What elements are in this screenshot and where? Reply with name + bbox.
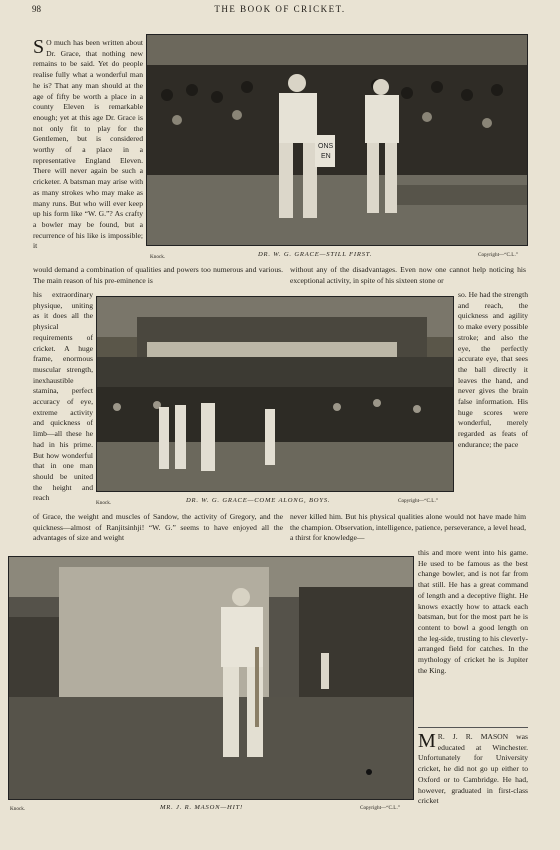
article-column-right-1: so. He had the strength and reach, the quickness and agility to make every possible stroke; and also the eye, the perfectly accurate eye, that sees the ball directly it leaves the hand, and never gives the brain false information. His huge scores were wonderful, merely regarded as feats of endurance; the pace — [458, 290, 528, 449]
article-right-wide-2: never killed him. But his physical qualities alone would not have made him the champion. Observation, intelligence, patience, perseverance, a level head, a thirst for knowledge— — [290, 512, 526, 543]
mason-paragraph — [418, 732, 528, 822]
running-title: THE BOOK OF CRICKET. — [214, 4, 346, 14]
article-right-wide-1: without any of the disadvantages. Even now one cannot help noticing his exceptional activity, in spite of his sixteen stone or — [290, 265, 526, 285]
article-wide-1: would demand a combination of qualities and powers too numerous and various. The main reason of his pre-eminence is — [33, 265, 283, 285]
mason-drop-cap: M — [418, 732, 436, 752]
article-column-right-2: this and more went into his game. He used to be famous as the best change bowler, and is not far from that still. He has a great command of length and a deceptive flight. He knows exactly how to attack each batsman, but for the most part he is content to bowl a good length on the leg-side, trusting to his cleverly-arranged field for catches. In the mythology of cricket he is Jupiter the King. — [418, 548, 528, 675]
page-number: 98 — [32, 4, 41, 14]
article-text: O much has been written about Dr. Grace, that nothing new remains to be said. Yet do people realise fully what a wonderful man he is? That any man should at the age of fifty be worth a place in a county Eleven is remarkable enough; yet at this age Dr. Grace is not only fit to play for the Gentlemen, but is considered worthy of a place in a representative England Eleven. There will never again be such a cricketer. A batsman may arise with as many strokes who may make as many runs. But who will ever keep up his form like “W. G.”? As crafty a bowler may be found, but a recurrence of his like is impossible; it — [33, 38, 143, 251]
photo-2-caption: DR. W. G. GRACE—COME ALONG, BOYS. — [186, 497, 331, 504]
photo-3-caption: MR. J. R. MASON—HIT! — [160, 804, 244, 811]
photo-2-credit-left: Knock. — [96, 500, 112, 506]
article-column-left-1 — [33, 38, 143, 273]
photo-grace-still-first-image — [147, 35, 527, 245]
photo-3-credit-right: Copyright—“C.L.” — [360, 805, 401, 811]
photo-1-caption: DR. W. G. GRACE—STILL FIRST. — [258, 251, 373, 258]
photo-1-credit-right: Copyright—“C.L.” — [478, 252, 519, 258]
photo-2-credit-right: Copyright—“C.L.” — [398, 498, 439, 504]
article-column-left-2: his extraordinary physique, uniting as it does all the physical requirements of cricket. A huge frame, enormous muscular strength, inexhaustible stamina, perfect accuracy of eye, extreme activity and quickness of limb—all these he had in his prime. But how wonderful that in one man should be united the height and reach — [33, 290, 93, 503]
photo-mason-hit — [8, 556, 414, 800]
section-divider — [418, 727, 528, 728]
photo-grace-still-first — [146, 34, 528, 246]
photo-mason-hit-image — [9, 557, 413, 799]
photo-3-credit-left: Knock. — [10, 806, 26, 812]
photo-grace-come-along-image — [97, 297, 453, 491]
photo-grace-come-along — [96, 296, 454, 492]
sign-text-2: EN — [321, 153, 331, 160]
photo-1-credit-left: Knock. — [150, 254, 166, 260]
article-wide-2: of Grace, the weight and muscles of Sandow, the activity of Gregory, and the quickness—almost of Ranjitsinhji! “W. G.” seems to have enjoyed all the advantages of size and weight — [33, 512, 283, 543]
drop-cap: S — [33, 38, 45, 58]
mason-text: R. J. R. MASON was educated at Winchester. Unfortunately for University cricket, he did not go up either to Oxford or to Cambridge. He had, however, graduated in first-class cricket — [418, 732, 528, 806]
sign-text-1: ONS — [318, 143, 334, 150]
